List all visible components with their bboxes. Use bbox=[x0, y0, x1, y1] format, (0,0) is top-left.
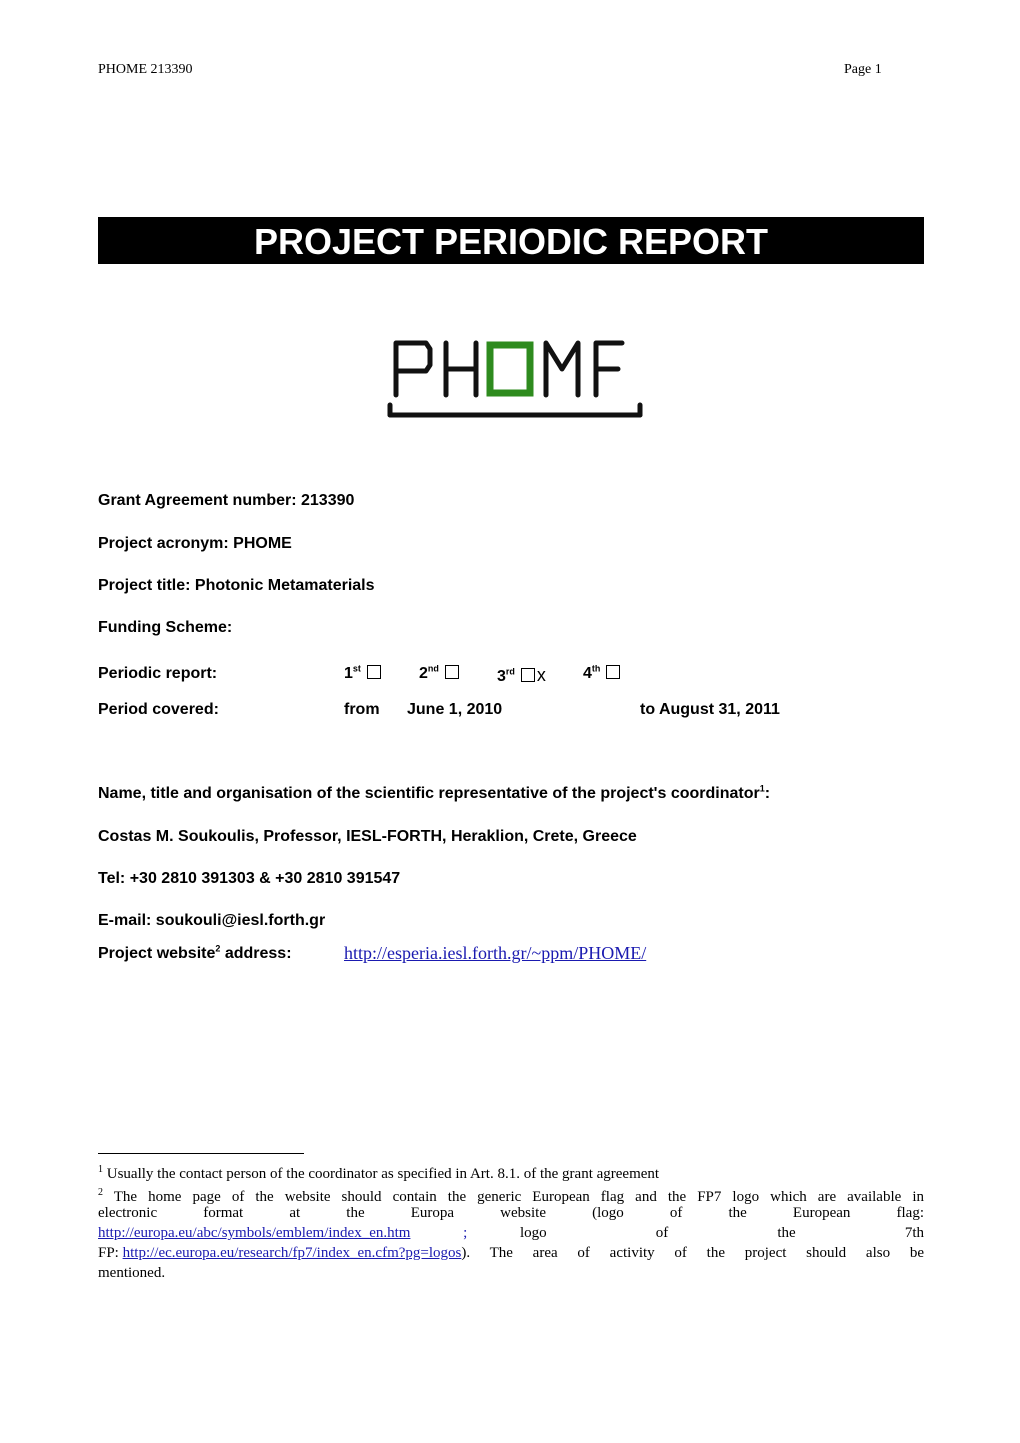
footnote-1: $^1$ Usually the contact person of the coordinator as specified in Art. 8.1. of the grant agreement bbox=[98, 1164, 660, 1182]
representative-tel: Tel: +30 2810 391303 & +30 2810 391547 bbox=[98, 870, 401, 887]
periodic-option-3: 3rd x bbox=[497, 665, 546, 685]
period-to: to August 31, 2011 bbox=[640, 701, 780, 718]
period-from-label: from bbox=[344, 701, 380, 718]
project-title-line bbox=[98, 577, 375, 595]
grant-label: Grant Agreement number: bbox=[98, 492, 297, 509]
periodic-option-1: 1st bbox=[344, 665, 381, 683]
periodic-report-label: Periodic report: bbox=[98, 665, 218, 682]
footnote-2-last: mentioned. bbox=[98, 1265, 166, 1281]
footnote-2-line-4: FP: http://ec.europa.eu/research/fp7/index_en.cfm?pg=logos ). The area of activity of the project should also be bbox=[98, 1245, 924, 1261]
page-title: PROJECT PERIODIC REPORT bbox=[98, 217, 924, 264]
grant-agreement-line bbox=[98, 492, 354, 510]
grant-value: 213390 bbox=[301, 492, 355, 509]
footnote-2-line-1: $^2$ The home page of the website should contain the generic European flag and the FP7 logo which are available in bbox=[98, 1187, 924, 1205]
periodic-option-2: 2nd bbox=[419, 665, 459, 683]
checked-mark: x bbox=[536, 665, 546, 685]
footnote-ref-2[interactable]: 2 bbox=[215, 943, 221, 954]
acronym-value: PHOME bbox=[233, 535, 292, 552]
footnote-2-after: ). The area of activity of the project should also be bbox=[461, 1245, 924, 1261]
checkbox-4th[interactable] bbox=[606, 665, 620, 679]
header-doc-id: PHOME 213390 bbox=[98, 62, 193, 77]
website-line: Project website$^2$ address: bbox=[98, 943, 292, 962]
project-website-link[interactable]: http://esperia.iesl.forth.gr/~ppm/PHOME/ bbox=[344, 943, 647, 963]
footnote-2-mid: logo of the 7th bbox=[519, 1225, 924, 1241]
checkbox-3rd[interactable] bbox=[521, 668, 535, 682]
period-covered-label: Period covered: bbox=[98, 701, 219, 718]
acronym-label: Project acronym: bbox=[98, 535, 229, 552]
eu-flag-link[interactable]: http://europa.eu/abc/symbols/emblem/index_en.htm bbox=[98, 1225, 411, 1241]
phome-logo-graphic bbox=[384, 333, 646, 425]
funding-scheme-label: Funding Scheme: bbox=[98, 619, 233, 636]
periodic-option-4: 4th bbox=[583, 665, 620, 683]
footnote-ref-1[interactable]: 1 bbox=[759, 783, 765, 794]
representative-name: Costas M. Soukoulis, Professor, IESL-FORTH, Heraklion, Crete, Greece bbox=[98, 828, 637, 845]
checkbox-1st[interactable] bbox=[367, 665, 381, 679]
footnote-separator bbox=[98, 1153, 304, 1154]
representative-heading: Name, title and organisation of the scientific representative of the project's coordinator$^1$: bbox=[98, 783, 771, 802]
period-from-value: June 1, 2010 bbox=[407, 701, 503, 718]
representative-email: E-mail: soukouli@iesl.forth.gr bbox=[98, 912, 326, 929]
acronym-line bbox=[98, 535, 292, 553]
checkbox-2nd[interactable] bbox=[445, 665, 459, 679]
phome-logo bbox=[384, 333, 646, 425]
project-title-label: Project title: bbox=[98, 577, 191, 594]
header-page-number: Page 1 bbox=[844, 62, 882, 77]
footnote-2-line-2: electronic format at the Europa website (logo of the European flag: bbox=[98, 1205, 924, 1221]
footnote-2-line-3 bbox=[98, 1223, 924, 1243]
footnote-separator-semicolon: ; bbox=[463, 1225, 468, 1241]
project-title-value: Photonic Metamaterials bbox=[194, 577, 375, 594]
fp7-logo-link[interactable]: http://ec.europa.eu/research/fp7/index_en.cfm?pg=logos bbox=[122, 1245, 462, 1261]
